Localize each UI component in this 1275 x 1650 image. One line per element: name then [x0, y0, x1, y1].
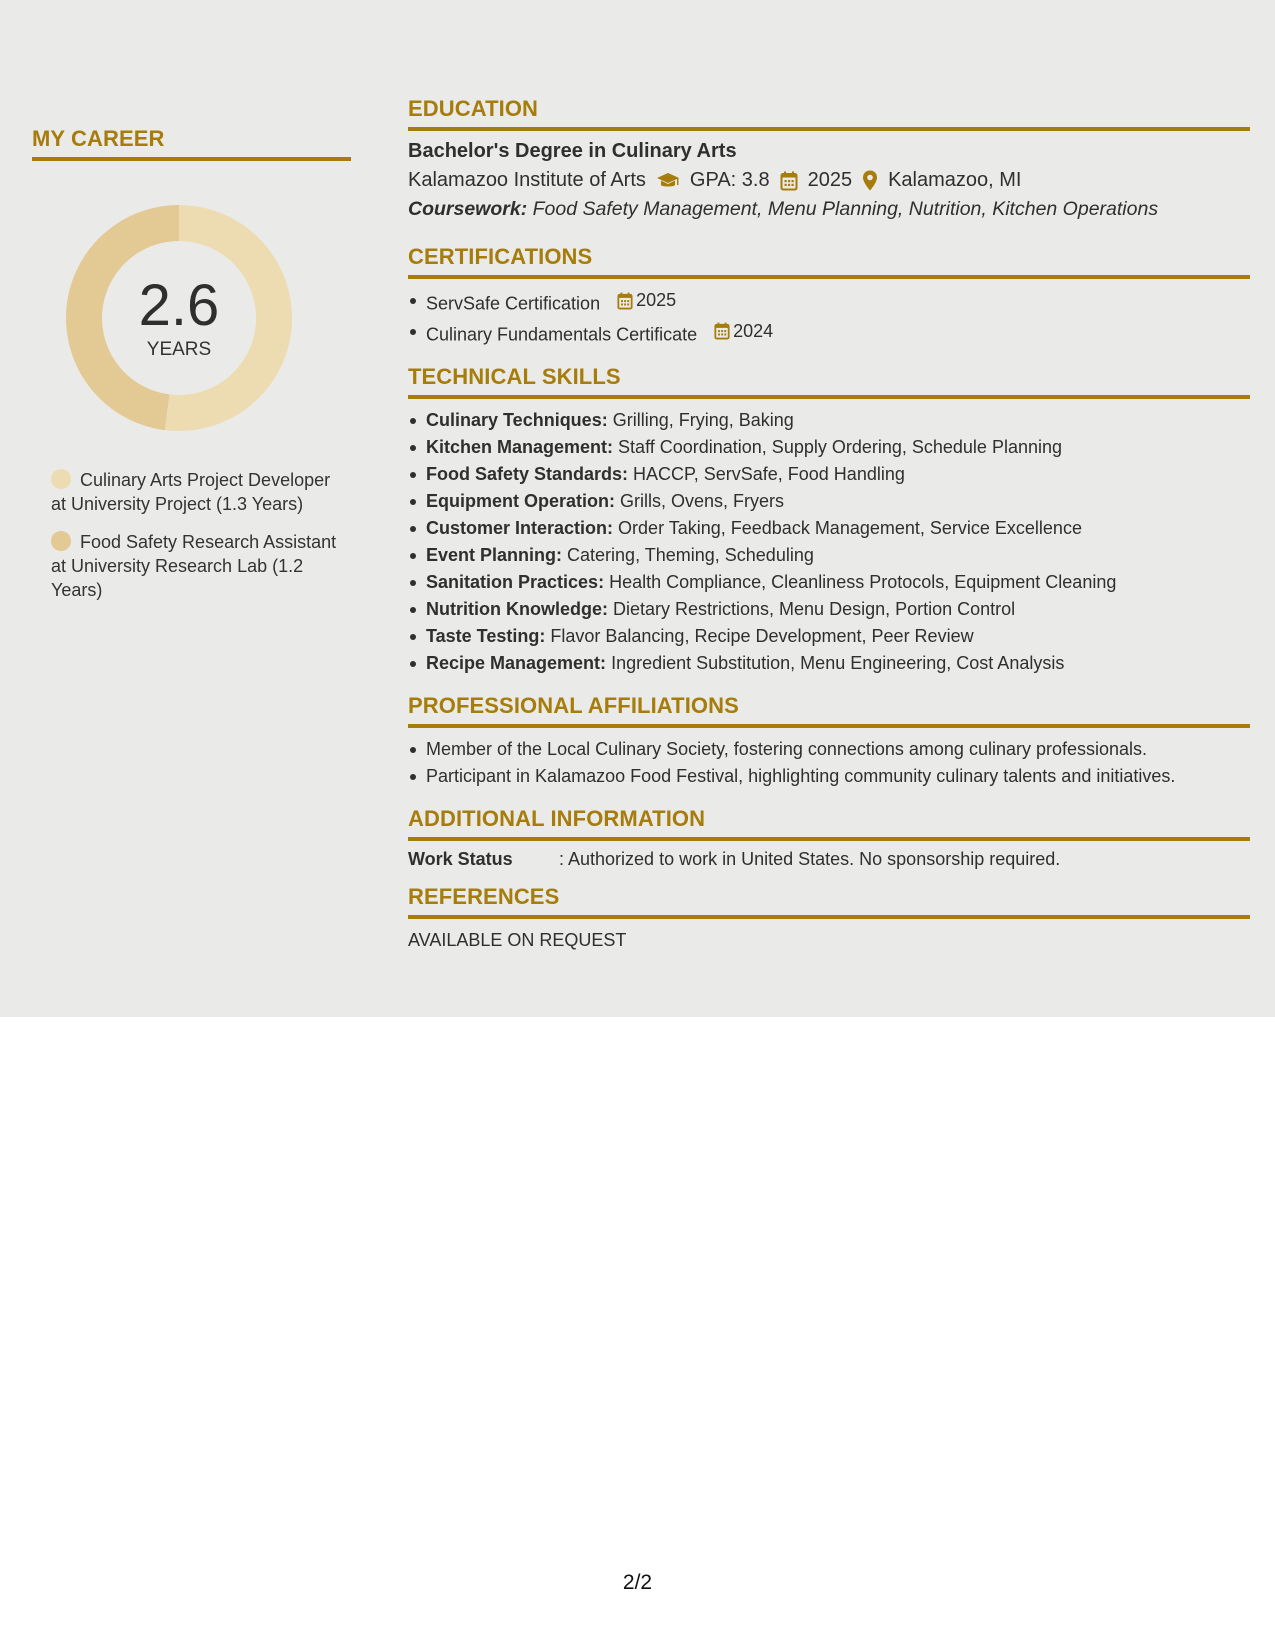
list-item: Member of the Local Culinary Society, fostering connections among culinary professionals. [408, 736, 1250, 763]
calendar-icon [714, 322, 730, 340]
legend-item [51, 468, 341, 516]
certifications-title: CERTIFICATIONS [408, 244, 593, 269]
career-legend [51, 468, 341, 602]
career-total-value: 2.6 [138, 273, 220, 338]
list-item [408, 596, 1250, 623]
list-item [408, 623, 1250, 650]
references-title: REFERENCES [408, 884, 560, 909]
certification-date [617, 287, 676, 314]
affiliations-rule [408, 724, 1250, 728]
skill-label: Event Planning: [426, 545, 563, 565]
certifications-list [408, 287, 1250, 348]
degree-title: Bachelor's Degree in Culinary Arts [408, 140, 737, 162]
technical-skills-rule [408, 395, 1250, 399]
skills-list [408, 407, 1250, 677]
skill-label: Equipment Operation: [426, 491, 615, 511]
calendar-icon [780, 171, 798, 191]
references-text: AVAILABLE ON REQUEST [408, 930, 627, 950]
skill-label: Nutrition Knowledge: [426, 599, 608, 619]
list-item [408, 488, 1250, 515]
list-item: Participant in Kalamazoo Food Festival, highlighting community culinary talents and initiatives. [408, 763, 1250, 790]
references-section [408, 884, 1250, 951]
education-title: EDUCATION [408, 96, 539, 121]
skill-label: Taste Testing: [426, 626, 546, 646]
list-item [408, 650, 1250, 677]
education-rule [408, 127, 1250, 131]
list-item [408, 318, 1250, 349]
references-rule [408, 915, 1250, 919]
education-details [408, 169, 1250, 192]
education-section [408, 96, 1250, 221]
list-item [408, 461, 1250, 488]
work-status-label: Work Status [408, 849, 513, 869]
affiliations-title: PROFESSIONAL AFFILIATIONS [408, 693, 739, 718]
skill-label: Culinary Techniques: [426, 410, 608, 430]
list-item [408, 542, 1250, 569]
skill-value: Grills, Ovens, Fryers [620, 491, 785, 511]
work-status-value: : Authorized to work in United States. No sponsorship required. [559, 849, 1061, 869]
additional-info-rule [408, 837, 1250, 841]
list-item [408, 407, 1250, 434]
donut-center [66, 205, 292, 431]
certifications-rule [408, 275, 1250, 279]
institution-name: Kalamazoo Institute of Arts [408, 169, 646, 191]
work-status-row [408, 849, 1250, 870]
coursework-label: Coursework: [408, 198, 528, 220]
skill-value: Staff Coordination, Supply Ordering, Schedule Planning [618, 437, 1062, 457]
certifications-section [408, 244, 1250, 348]
graduation-cap-icon [656, 172, 680, 190]
education-location: Kalamazoo, MI [888, 169, 1022, 191]
skill-value: Catering, Theming, Scheduling [567, 545, 814, 565]
skill-value: HACCP, ServSafe, Food Handling [633, 464, 905, 484]
career-title-rule [32, 157, 351, 161]
graduation-year: 2025 [807, 169, 853, 191]
certification-name: Culinary Fundamentals Certificate [426, 324, 698, 344]
legend-label: Culinary Arts Project Developer at University Project (1.3 Years) [51, 470, 331, 514]
coursework-list: Food Safety Management, Menu Planning, Nutrition, Kitchen Operations [532, 198, 1159, 220]
main-content [408, 96, 1250, 951]
list-item [408, 434, 1250, 461]
technical-skills-section [408, 364, 1250, 677]
skill-label: Recipe Management: [426, 653, 607, 673]
list-item [408, 569, 1250, 596]
skill-value: Grilling, Frying, Baking [612, 410, 794, 430]
calendar-icon [617, 292, 633, 310]
list-item [408, 287, 1250, 318]
page-number: 2/2 [622, 1571, 653, 1594]
certification-date [714, 318, 773, 345]
location-pin-icon [862, 170, 878, 191]
career-sidebar [32, 126, 351, 616]
skill-label: Kitchen Management: [426, 437, 614, 457]
affiliations-list [408, 736, 1250, 790]
legend-swatch [51, 469, 71, 489]
skill-value: Dietary Restrictions, Menu Design, Portion Control [613, 599, 1016, 619]
gpa-value: GPA: 3.8 [689, 169, 770, 191]
list-item [408, 515, 1250, 542]
legend-swatch [51, 531, 71, 551]
certification-year: 2025 [636, 290, 677, 310]
legend-label: Food Safety Research Assistant at University Research Lab (1.2 Years) [51, 532, 337, 600]
legend-item [51, 530, 341, 602]
skill-value: Health Compliance, Cleanliness Protocols, Equipment Cleaning [609, 572, 1117, 592]
career-total-unit: YEARS [146, 339, 212, 360]
certification-year: 2024 [733, 320, 774, 341]
technical-skills-title: TECHNICAL SKILLS [408, 364, 621, 389]
additional-info-title: ADDITIONAL INFORMATION [408, 806, 706, 831]
skill-label: Food Safety Standards: [426, 464, 629, 484]
career-donut-chart [66, 205, 292, 431]
skill-value: Order Taking, Feedback Management, Service Excellence [618, 518, 1082, 538]
skill-value: Ingredient Substitution, Menu Engineering, Cost Analysis [611, 653, 1065, 673]
skill-value: Flavor Balancing, Recipe Development, Peer Review [550, 626, 974, 646]
career-title: MY CAREER [32, 126, 165, 151]
skill-label: Customer Interaction: [426, 518, 614, 538]
coursework-line [408, 198, 1250, 221]
certification-name: ServSafe Certification [426, 293, 601, 314]
additional-info-section [408, 806, 1250, 870]
skill-label: Sanitation Practices: [426, 572, 605, 592]
affiliations-section [408, 693, 1250, 790]
